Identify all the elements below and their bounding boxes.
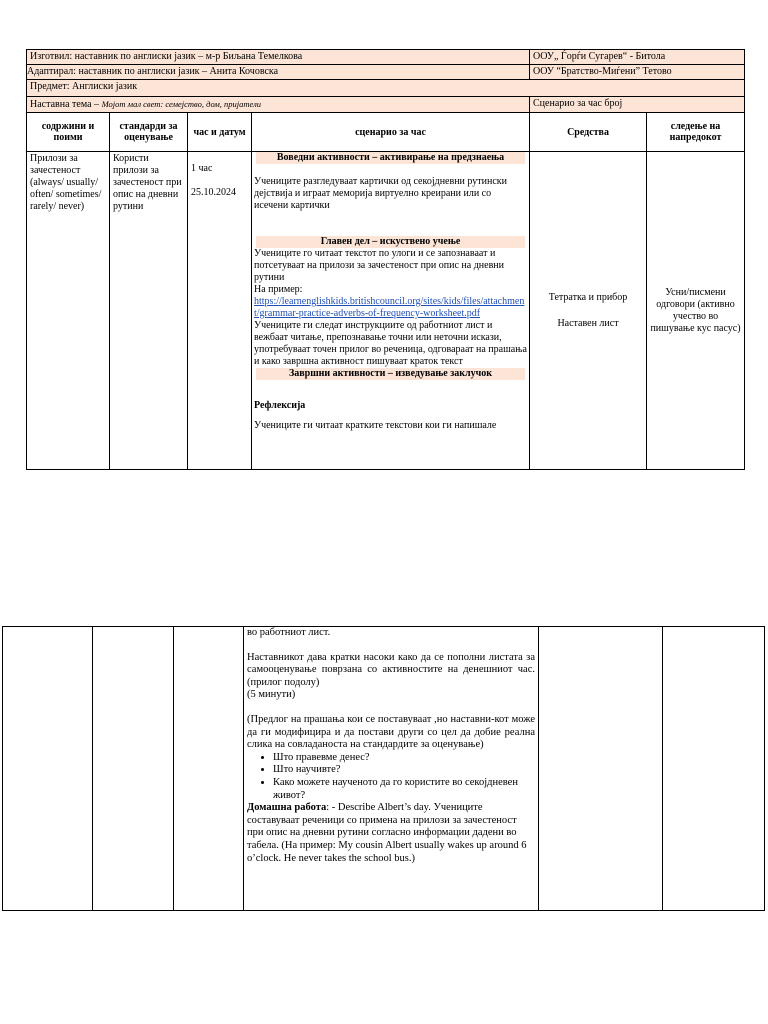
table-row [27,152,745,470]
means-1: Тетратка и прибор [548,291,628,303]
tracking-cell: Усни/писмени одговори (активно учество во пишување кус пасус) [647,152,745,470]
means-cell [530,152,647,470]
intro-text: Учениците разгледуваат картички од секојдневни рутински дејствија и играат меморија виртуелно креирани или со исечени картички [254,176,508,211]
reflection-title: Рефлексија [254,400,306,411]
col-means: Средства [530,113,647,152]
list-item: • Што научивте? [273,764,535,777]
list-item: • Што правевме денес? [273,752,535,765]
example-label: На пример: [254,284,303,295]
cont-lesson-cell [174,627,244,911]
main-title: Главен дел – искуствено учење [256,236,525,248]
continuation-table [2,626,765,911]
reflection-text: Учениците ги читаат кратките текстови кои ги напишале [254,420,497,431]
scenario-number: Сценарио за час број [530,97,745,113]
theme-label: Наставна тема – [30,99,102,110]
questions-intro: (Предлог на прашања кои се поставуваат ,но наставни-кот може да ги модифицира и да постави други со цел да добие реална слика на совладаноста на стандардите за оценување) [247,713,535,751]
worksheet-link[interactable]: https://learnenglishkids.britishcouncil.org/sites/kids/files/attachment/grammar-practice-adverbs-of-frequency-worksheet.pdf [254,296,525,319]
list-item: • Како можете наученото да го користите во секојдневен живот? [273,777,535,802]
intro-title: Воведни активности – активирање на предзнаења [256,152,525,164]
standards-cell: Користи прилози за зачестеност при опис на дневни рутини [110,152,188,470]
cont-means-cell [539,627,663,911]
lesson-date-cell [188,152,252,470]
col-tracking: следење на напредокот [647,113,745,152]
cont-scenario-cell [244,627,539,911]
homework-label: Домашна работа [247,802,327,814]
scenario-cell [252,152,530,470]
main-text: Учениците го читаат текстот по улоги и се запознаваат и потсетуваат на прилози за зачестеност при опис на дневни рутини [254,248,504,283]
homework [247,802,535,865]
lesson-date: 25.10.2024 [191,187,236,198]
theme-value: Мојот мал свет: семејство, дом, пријатели [101,99,262,109]
lesson-plan-table [26,49,745,470]
cont-standards-cell [93,627,174,911]
subject: Предмет: Англиски јазик [27,80,745,97]
continued-text: во работниот лист. [247,627,331,638]
school-2: ООУ “Братство-Миѓени” Тетово [530,65,745,80]
final-title: Завршни активности – изведување заклучок [256,368,525,380]
cont-content-cell [3,627,93,911]
teacher-instructions: Наставникот дава кратки насоки како да се пополни листата за самооценување поврзана со активностите на денешниот час. (прилог подолу) [247,651,535,688]
cont-tracking-cell [663,627,765,911]
content-cell: Прилози за зачестеност (always/ usually/ often/ sometimes/ rarely/ never) [27,152,110,470]
col-standards: стандарди за оценување [110,113,188,152]
col-scenario: сценарио за час [252,113,530,152]
col-lesson-date: час и датум [188,113,252,152]
school-1: ООУ„ Ѓорѓи Сугарев“ - Битола [530,50,745,65]
table-row [3,627,765,911]
homework-text: : - Describe Albert’s day. Учениците составуваат реченици со примена на прилози за зачестеност при опис на дневни рутини согласно информации дадени во табела. (На пример: My cousin Albert usually wakes up around 6 o’clock. He never takes the school bus.) [247,802,527,864]
main-text-2: Учениците ги следат инструкциите од работниот лист и вежбаат читање, препознавање точни или неточни искази, употребуваат точен прилог во реченица, одговараат на прашања и како завршна активност пишуваат краток текст [254,320,527,367]
lesson-count: 1 час [191,163,213,174]
means-2: Наставен лист [557,317,619,329]
adapted-by: Адаптирал: наставник по англиски јазик – Анита Кочовска [27,65,530,80]
col-content: содржини и поими [27,113,110,152]
duration: (5 минути) [247,689,296,701]
prepared-by: Изготвил: наставник по англиски јазик – м-р Биљана Темелкова [27,50,530,65]
question-list [247,752,535,802]
theme [27,97,530,113]
